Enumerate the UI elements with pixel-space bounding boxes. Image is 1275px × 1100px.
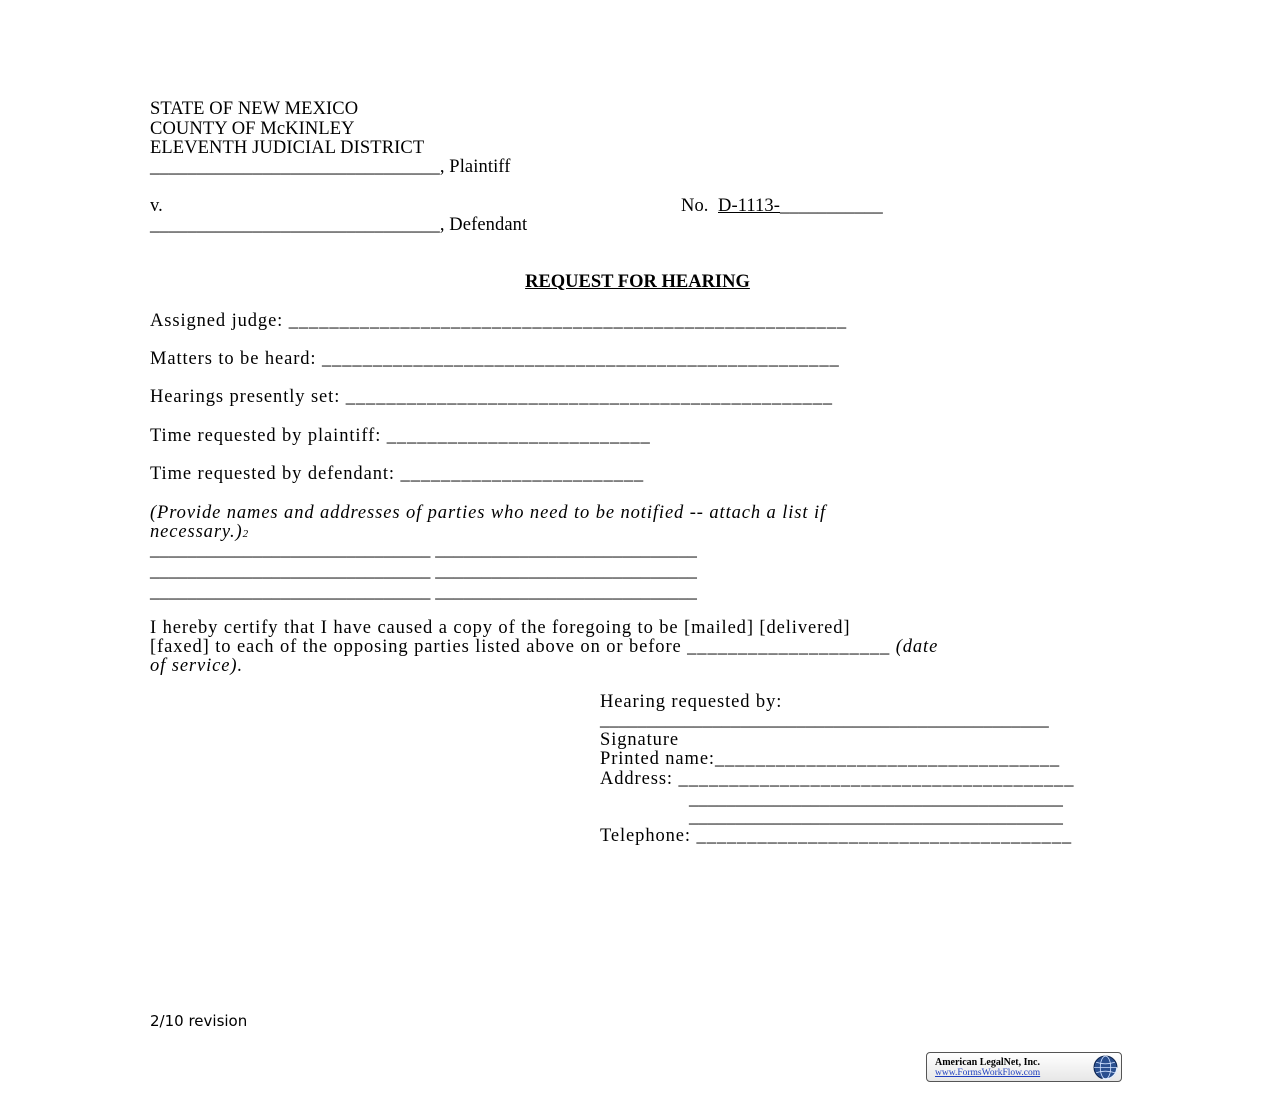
matters-field: Matters to be heard: ___________________________________________________ xyxy=(150,349,840,369)
certificate-line-3: of service). xyxy=(150,656,243,676)
signature-line: ________________________________________________ xyxy=(600,710,1049,730)
time-defendant-field: Time requested by defendant: ________________________ xyxy=(150,464,645,484)
hearings-set-field: Hearings presently set: ________________________________________________ xyxy=(150,387,833,407)
assigned-judge-field: Assigned judge: _______________________________________________________ xyxy=(150,311,848,331)
certificate-date-hint: (date xyxy=(895,637,939,657)
case-number-blank: ___________ xyxy=(780,196,883,216)
defendant-line: _______________________________, Defendant xyxy=(150,215,528,235)
party-blank-row: ______________________________ ____________________________ xyxy=(150,582,698,602)
court-state: STATE OF NEW MEXICO xyxy=(150,99,359,119)
certificate-line-2 xyxy=(150,637,938,657)
address-field: Address: _______________________________________ xyxy=(600,769,1075,789)
plaintiff-line: _______________________________, Plaintiff xyxy=(150,157,511,177)
globe-icon xyxy=(1093,1055,1118,1080)
address-line: ________________________________________ xyxy=(689,807,1063,827)
requested-by-label: Hearing requested by: xyxy=(600,692,783,712)
address-line: ________________________________________ xyxy=(689,789,1063,809)
revision-note: 2/10 revision xyxy=(150,1012,248,1030)
publisher-link[interactable]: www.FormsWorkFlow.com xyxy=(935,1068,1041,1078)
parties-instruction: (Provide names and addresses of parties who need to be notified -- attach a list if xyxy=(150,503,827,523)
certificate-line-1: I hereby certify that I have caused a copy of the foregoing to be [mailed] [delivered] xyxy=(150,618,851,638)
versus: v. xyxy=(150,196,163,216)
court-district: ELEVENTH JUDICIAL DISTRICT xyxy=(150,138,425,158)
footnote-marker: 2 xyxy=(242,528,250,540)
parties-instruction-text: necessary.) xyxy=(150,522,243,542)
publisher-name: American LegalNet, Inc. xyxy=(935,1057,1040,1068)
document-title: REQUEST FOR HEARING xyxy=(525,272,750,292)
certificate-text: [faxed] to each of the opposing parties listed above on or before ____________________ xyxy=(150,637,896,657)
party-blank-row: ______________________________ ____________________________ xyxy=(150,540,698,560)
case-number xyxy=(681,196,883,216)
printed-name-field: Printed name:__________________________________ xyxy=(600,749,1061,769)
case-number-label: No. xyxy=(681,196,709,216)
signature-label: Signature xyxy=(600,730,680,750)
publisher-logo[interactable] xyxy=(926,1052,1122,1082)
party-blank-row: ______________________________ ____________________________ xyxy=(150,561,698,581)
case-number-prefix: D-1113- xyxy=(718,196,781,216)
court-county: COUNTY OF McKINLEY xyxy=(150,119,355,139)
time-plaintiff-field: Time requested by plaintiff: __________________________ xyxy=(150,426,651,446)
telephone-field: Telephone: _____________________________________ xyxy=(600,826,1072,846)
